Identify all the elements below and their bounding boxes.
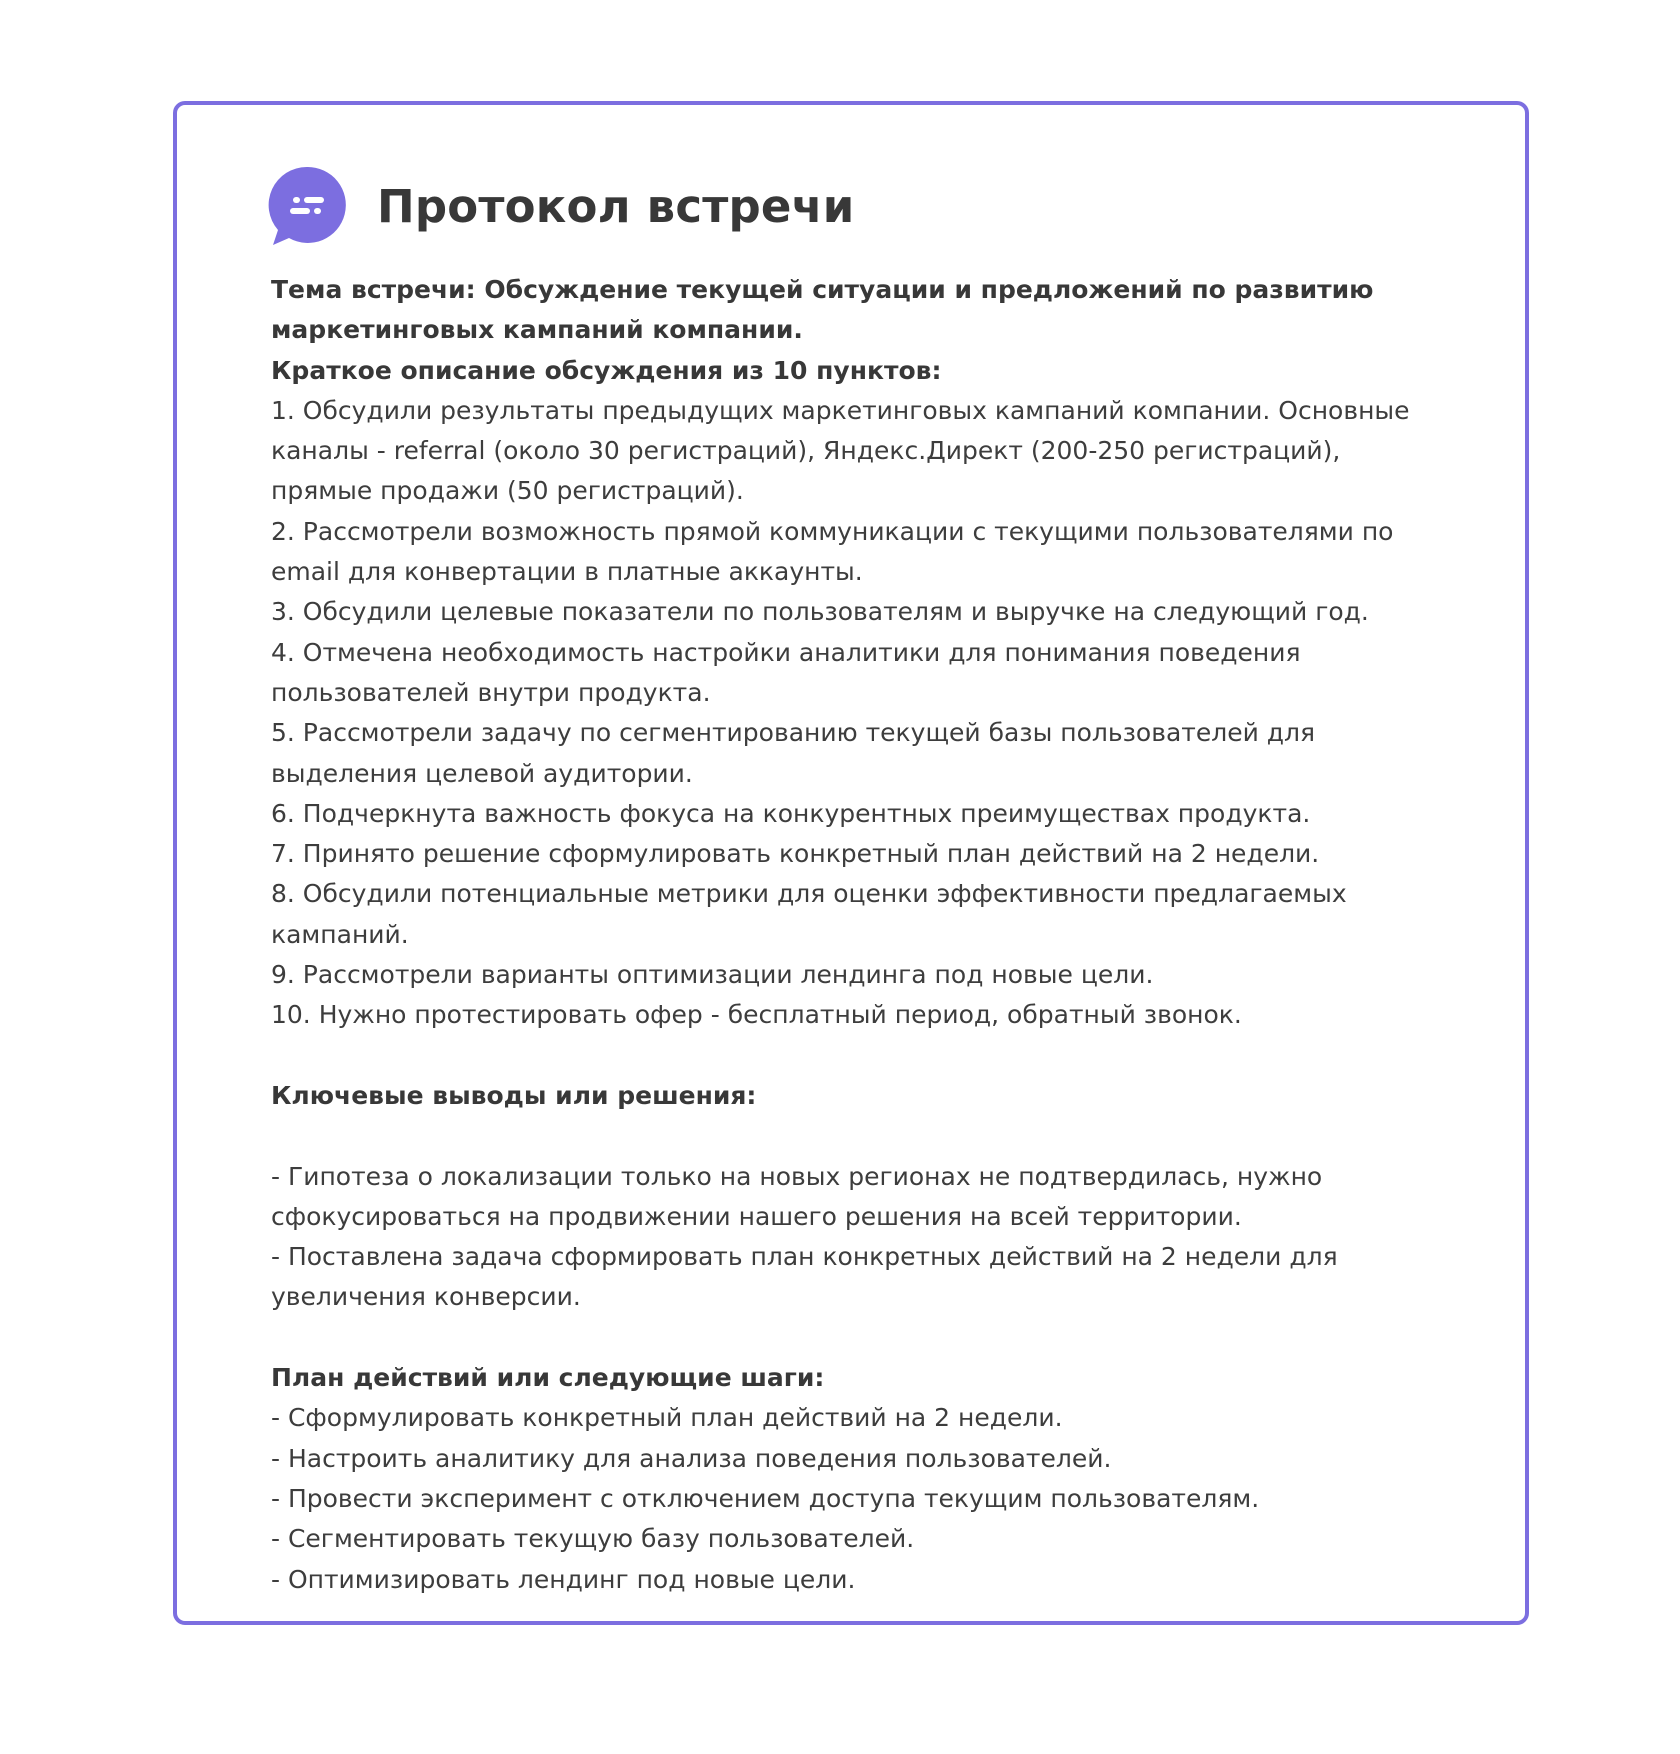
conclusion-line: увеличения конверсии. [271,1282,581,1312]
protocol-body [271,270,1441,1600]
spacer [271,1036,1441,1076]
summary-line: 7. Принято решение сформулировать конкретный план действий на 2 недели. [271,839,1320,869]
spacer [271,1116,1441,1156]
summary-line: 4. Отмечена необходимость настройки аналитики для понимания поведения [271,637,1301,667]
summary-line: 10. Нужно протестировать офер - бесплатный период, обратный звонок. [271,1000,1242,1030]
summary-line: 3. Обсудили целевые показатели по пользователям и выручке на следующий год. [271,597,1369,627]
summary-line: 9. Рассмотрели варианты оптимизации лендинга под новые цели. [271,960,1154,990]
plan-item: - Сформулировать конкретный план действий на 2 недели. [271,1403,1063,1433]
summary-heading: Краткое описание обсуждения из 10 пунктов: [271,355,942,385]
summary-line: пользователей внутри продукта. [271,677,711,707]
summary-line: 6. Подчеркнута важность фокуса на конкурентных преимуществах продукта. [271,798,1311,828]
summary-line: прямые продажи (50 регистраций). [271,476,744,506]
topic-line: Тема встречи: Обсуждение текущей ситуации и предложений по развитию [271,275,1374,304]
summary-line: выделения целевой аудитории. [271,758,693,788]
conclusion-line: сфокусироваться на продвижении нашего решения на всей территории. [271,1201,1242,1231]
plan-heading: План действий или следующие шаги: [271,1363,825,1393]
summary-line: 2. Рассмотрели возможность прямой коммуникации с текущими пользователями по [271,516,1394,546]
plan-item: - Настроить аналитику для анализа поведения пользователей. [271,1443,1112,1473]
summary-line: 1. Обсудили результаты предыдущих маркетинговых кампаний компании. Основные [271,395,1410,425]
conclusion-line: - Поставлена задача сформировать план конкретных действий на 2 недели для [271,1242,1338,1272]
plan-item: - Провести эксперимент с отключением доступа текущим пользователям. [271,1483,1260,1513]
summary-line: 5. Рассмотрели задачу по сегментированию текущей базы пользователей для [271,718,1316,748]
topic-line: маркетинговых кампаний компании. [271,315,803,345]
page-title: Протокол встречи [377,179,855,233]
spacer [271,1318,1441,1358]
conclusion-line: - Гипотеза о локализации только на новых регионах не подтвердилась, нужно [271,1161,1323,1191]
summary-line: каналы - referral (около 30 регистраций), Яндекс.Директ (200-250 регистраций), [271,436,1341,466]
summary-line: кампаний. [271,919,409,949]
card-header [267,165,854,247]
plan-item: - Сегментировать текущую базу пользователей. [271,1524,915,1554]
chat-bubble-icon [267,165,347,247]
summary-line: email для конвертации в платные аккаунты. [271,557,863,587]
meeting-protocol-card [173,101,1529,1625]
plan-item: - Оптимизировать лендинг под новые цели. [271,1564,856,1594]
summary-line: 8. Обсудили потенциальные метрики для оценки эффективности предлагаемых [271,879,1347,909]
conclusions-heading: Ключевые выводы или решения: [271,1080,757,1110]
